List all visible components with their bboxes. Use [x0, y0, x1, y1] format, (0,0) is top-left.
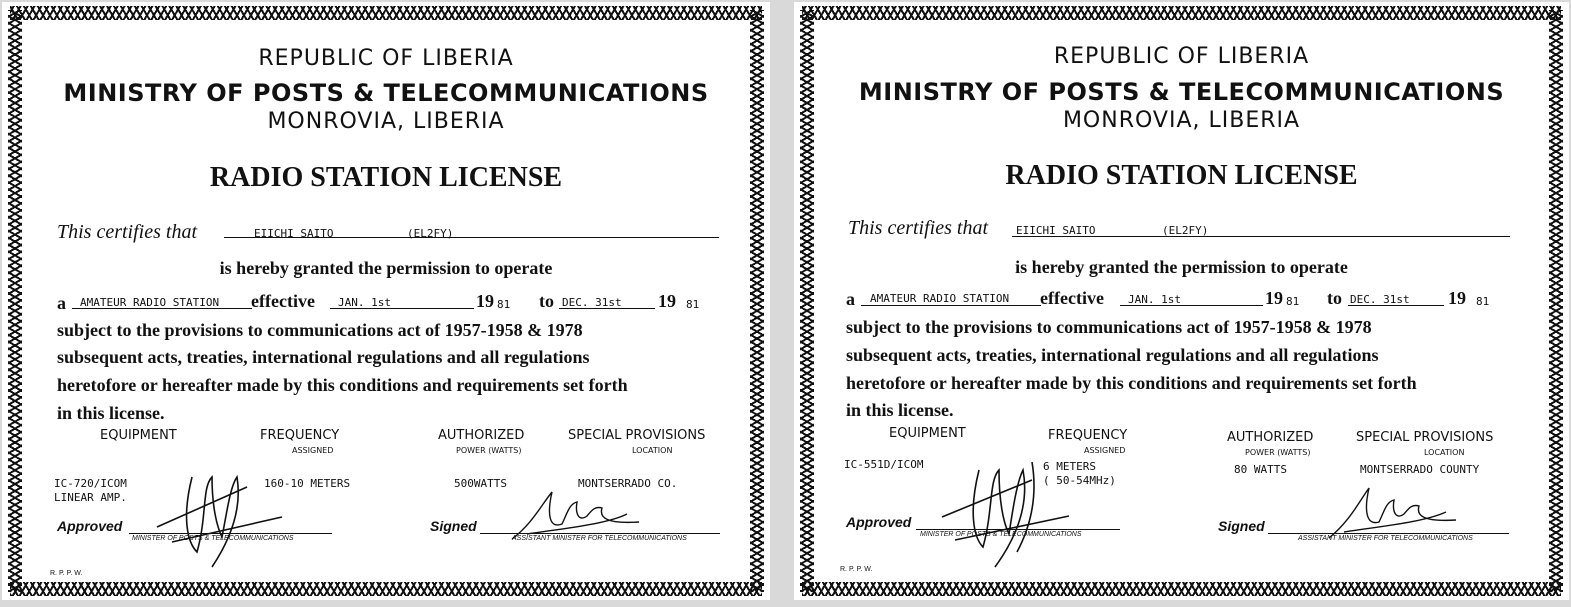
- column-special-sub: LOCATION: [632, 446, 673, 455]
- approved-caption: MINISTER OF POSTS & TELECOMMUNICATIONS: [920, 531, 1082, 538]
- column-equipment: EQUIPMENT: [100, 428, 177, 443]
- station-type: AMATEUR RADIO STATION: [870, 292, 1010, 305]
- body-line-2: subsequent acts, treaties, international regulations and all regulations: [846, 345, 1379, 365]
- column-frequency-sub: ASSIGNED: [1084, 446, 1126, 455]
- equipment-value-1: IC-720/ICOM: [54, 477, 127, 490]
- signed-caption: ASSISTANT MINISTER FOR TELECOMMUNICATIONS: [512, 535, 687, 542]
- body-line-2: subsequent acts, treaties, international regulations and all regulations: [57, 347, 590, 367]
- approved-caption: MINISTER OF POSTS & TELECOMMUNICATIONS: [132, 535, 294, 542]
- year-prefix-2: 19: [658, 291, 676, 311]
- approved-label: Approved: [57, 518, 123, 534]
- column-authorized-sub: POWER (WATTS): [456, 446, 522, 455]
- to-label: to: [539, 291, 554, 311]
- body-line-1: subject to the provisions to communications act of 1957-1958 & 1978: [57, 320, 583, 340]
- effective-label: effective: [251, 291, 315, 311]
- header-city: MONROVIA, LIBERIA: [267, 109, 505, 134]
- granted-line: is hereby granted the permission to operate: [1015, 257, 1348, 277]
- column-frequency-sub: ASSIGNED: [292, 446, 334, 455]
- effective-label: effective: [1040, 288, 1104, 308]
- body-line-1: subject to the provisions to communications act of 1957-1958 & 1978: [846, 317, 1372, 337]
- assistant-minister-signature: [507, 484, 647, 544]
- license-certificate-left: [2, 2, 770, 600]
- header-city: MONROVIA, LIBERIA: [1062, 108, 1301, 133]
- license-certificate-right: [794, 2, 1569, 600]
- printer-mark: R. P. P. W.: [840, 566, 873, 573]
- power-value: 80 WATTS: [1234, 463, 1287, 476]
- effective-date: JAN. 1st: [338, 296, 391, 309]
- licensee-callsign: (EL2FY): [1162, 224, 1209, 237]
- header-ministry: MINISTRY OF POSTS & TELECOMMUNICATIONS: [858, 78, 1505, 106]
- body-line-4: in this license.: [57, 403, 165, 423]
- license-title: RADIO STATION LICENSE: [1005, 160, 1358, 191]
- column-frequency: FREQUENCY: [1048, 428, 1128, 443]
- column-special-sub: LOCATION: [1424, 448, 1465, 457]
- printer-mark: R. P. P. W.: [50, 570, 83, 577]
- decorative-border-bottom: [802, 582, 1561, 596]
- year-prefix-2: 19: [1448, 288, 1466, 308]
- license-title: RADIO STATION LICENSE: [209, 162, 563, 193]
- location-value: MONTSERRADO COUNTY: [1360, 463, 1480, 476]
- location-value: MONTSERRADO CO.: [578, 477, 678, 490]
- decorative-border-bottom: [10, 582, 762, 596]
- year-suffix-1: 81: [497, 298, 511, 311]
- year-suffix-2: 81: [686, 298, 700, 311]
- column-frequency: FREQUENCY: [260, 428, 340, 443]
- certifies-prefix: This certifies that: [848, 217, 988, 239]
- to-date: DEC. 31st: [1350, 293, 1410, 306]
- body-line-3: heretofore or hereafter made by this conditions and requirements set forth: [57, 375, 628, 395]
- signed-label: Signed: [1218, 518, 1265, 534]
- licensee-name: EIICHI SAITO: [254, 227, 334, 240]
- decorative-border-top: [802, 6, 1561, 20]
- assistant-minister-signature: [1324, 480, 1464, 542]
- equipment-value-1: IC-551D/ICOM: [844, 458, 924, 471]
- frequency-value: 6 METERS: [1043, 460, 1096, 473]
- column-authorized: AUTHORIZED: [438, 428, 525, 443]
- signed-caption: ASSISTANT MINISTER FOR TELECOMMUNICATIONS: [1298, 535, 1473, 542]
- power-value: 500WATTS: [454, 477, 507, 490]
- frequency-value-2: ( 50-54MHz): [1043, 474, 1116, 487]
- header-ministry: MINISTRY OF POSTS & TELECOMMUNICATIONS: [63, 79, 709, 107]
- equipment-value-2: LINEAR AMP.: [54, 491, 127, 504]
- station-type: AMATEUR RADIO STATION: [80, 296, 220, 309]
- minister-signature: [937, 452, 1082, 572]
- column-special: SPECIAL PROVISIONS: [1356, 430, 1494, 445]
- header-republic: REPUBLIC OF LIBERIA: [258, 46, 514, 71]
- signed-label: Signed: [430, 518, 477, 534]
- granted-line: is hereby granted the permission to operate: [219, 258, 553, 278]
- licensee-name: EIICHI SAITO: [1016, 224, 1096, 237]
- body-line-3: heretofore or hereafter made by this conditions and requirements set forth: [846, 373, 1417, 393]
- licensee-callsign: (EL2FY): [407, 227, 454, 240]
- column-special: SPECIAL PROVISIONS: [568, 428, 706, 443]
- column-equipment: EQUIPMENT: [889, 426, 966, 441]
- year-prefix-1: 19: [1265, 288, 1283, 308]
- year-prefix-1: 19: [476, 291, 494, 311]
- year-suffix-2: 81: [1476, 295, 1490, 308]
- station-type-line: [861, 305, 1041, 306]
- column-authorized: AUTHORIZED: [1227, 430, 1314, 445]
- effective-date: JAN. 1st: [1128, 293, 1181, 306]
- minister-signature: [152, 457, 292, 572]
- to-date: DEC. 31st: [562, 296, 622, 309]
- column-authorized-sub: POWER (WATTS): [1245, 448, 1311, 457]
- frequency-value: 160-10 METERS: [264, 477, 351, 490]
- body-line-4: in this license.: [846, 400, 954, 420]
- certifies-prefix: This certifies that: [57, 221, 197, 243]
- decorative-border-top: [10, 6, 762, 20]
- header-republic: REPUBLIC OF LIBERIA: [1053, 44, 1310, 69]
- a-prefix: a: [846, 289, 855, 309]
- year-suffix-1: 81: [1286, 295, 1300, 308]
- a-prefix: a: [57, 293, 66, 313]
- approved-label: Approved: [846, 514, 912, 530]
- to-label: to: [1327, 288, 1342, 308]
